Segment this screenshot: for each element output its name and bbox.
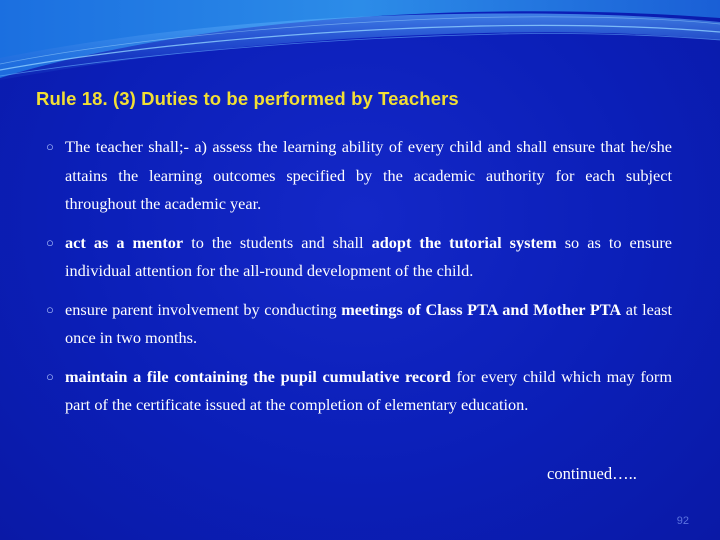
bullet-text: The teacher shall;- a) assess the learning ability of every child and shall ensure that he/she attains the learning outcomes specified by the academic authority for each subject throughout the academic year.	[65, 137, 672, 213]
bullet-item	[46, 133, 672, 219]
ring-bullet-icon: ○	[46, 301, 54, 317]
bullet-text: ensure parent involvement by conducting	[65, 299, 342, 319]
bullet-text: for every child which may form part of the certificate issued at the completion of elementary education.	[65, 366, 672, 414]
ring-bullet-icon: ○	[46, 234, 54, 250]
bullet-bold-text: maintain a file containing the pupil cumulative record	[65, 366, 451, 386]
bullet-bold-text: act as a mentor	[65, 232, 184, 252]
ring-bullet-icon: ○	[46, 139, 54, 154]
slide-title: Rule 18. (3) Duties to be performed by Teachers	[36, 88, 459, 109]
bullet-text: at least once in two months.	[65, 299, 672, 347]
bullet-item	[46, 296, 672, 353]
continued-note: continued…..	[547, 464, 637, 483]
ring-bullet-icon: ○	[46, 368, 54, 384]
bullet-bold-text: meetings of Class PTA and Mother PTA	[341, 299, 622, 319]
bullet-text: to the students and shall	[183, 232, 372, 252]
bullet-bold-text: adopt the tutorial system	[371, 232, 557, 252]
page-number: 92	[676, 515, 689, 527]
bullet-item	[46, 229, 672, 286]
bullet-list	[46, 133, 672, 430]
bullet-text: so as to ensure individual attention for the all-round development of the child.	[65, 232, 673, 280]
bullet-item	[46, 363, 672, 420]
